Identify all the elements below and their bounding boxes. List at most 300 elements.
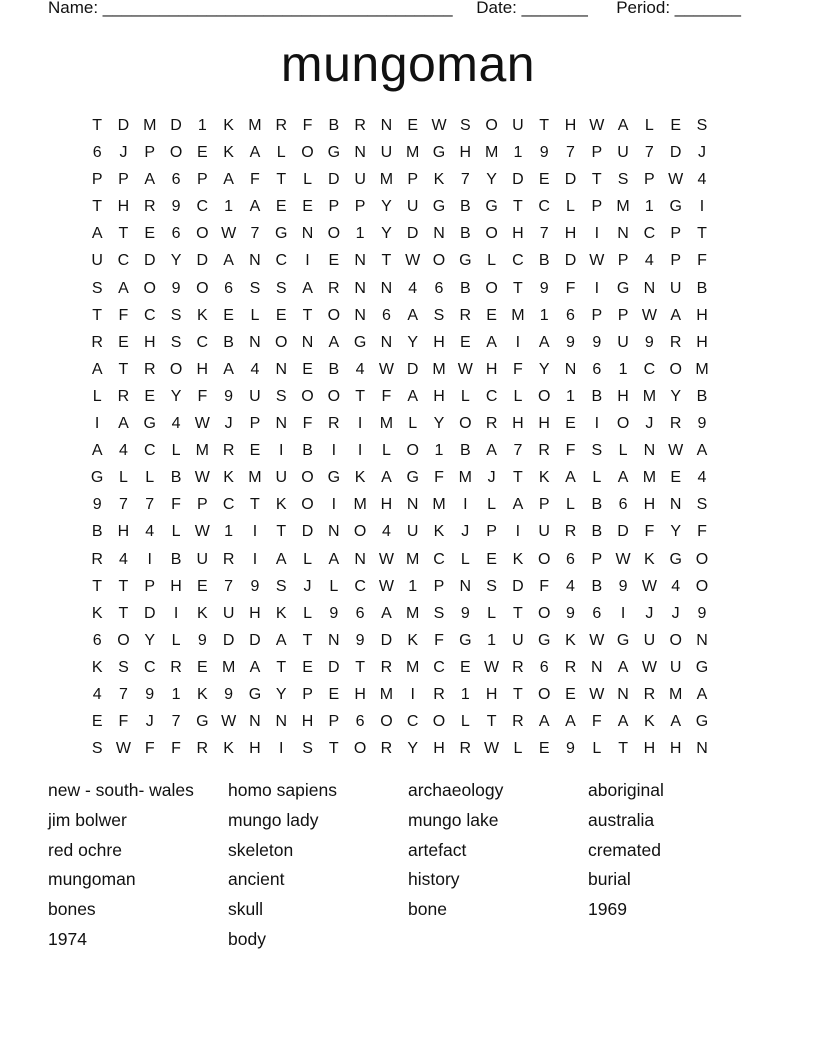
grid-letter: M: [195, 442, 209, 460]
grid-letter: N: [433, 225, 445, 243]
grid-letter: P: [486, 523, 497, 541]
grid-letter: H: [117, 523, 130, 541]
grid-letter: G: [459, 631, 472, 649]
grid-letter: W: [194, 469, 210, 487]
grid-letter: J: [224, 415, 233, 433]
grid-letter: M: [642, 387, 657, 405]
grid-letter: K: [223, 740, 234, 758]
grid-letter: O: [485, 117, 498, 134]
grid-letter: K: [644, 550, 655, 568]
grid-letter: 6: [355, 604, 365, 622]
grid-letter: G: [196, 713, 209, 731]
grid-letter: E: [144, 387, 156, 405]
grid-letter: N: [301, 333, 314, 351]
grid-letter: A: [617, 658, 629, 676]
grid-letter: B: [696, 387, 708, 405]
grid-letter: R: [643, 685, 656, 703]
grid-letter: A: [512, 496, 524, 514]
grid-letter: H: [643, 740, 656, 758]
grid-letter: K: [275, 496, 287, 514]
grid-letter: J: [119, 144, 128, 162]
grid-letter: A: [486, 442, 497, 460]
grid-letter: P: [197, 496, 208, 514]
grid-letter: N: [354, 550, 366, 568]
grid-letter: L: [460, 387, 470, 405]
grid-letter: P: [249, 415, 261, 433]
grid-letter: 9: [355, 631, 365, 649]
grid-letter: C: [143, 306, 156, 324]
grid-letter: E: [118, 333, 129, 351]
grid-letter: T: [92, 117, 103, 134]
grid-letter: D: [328, 658, 340, 676]
grid-letter: I: [620, 604, 626, 622]
grid-letter: E: [91, 713, 103, 731]
grid-letter: 9: [566, 333, 575, 351]
grid-letter: N: [696, 631, 708, 649]
grid-letter: E: [197, 658, 208, 676]
grid-letter: N: [617, 225, 629, 243]
grid-letter: P: [591, 550, 603, 568]
grid-letter: L: [487, 604, 497, 622]
grid-letter: T: [591, 171, 602, 189]
grid-letter: A: [91, 360, 103, 378]
grid-letter: L: [566, 496, 575, 514]
grid-letter: P: [91, 171, 103, 189]
grid-letter: U: [643, 631, 656, 649]
grid-letter: G: [695, 713, 709, 731]
grid-letter: U: [380, 144, 393, 162]
grid-letter: A: [223, 360, 234, 378]
grid-letter: U: [512, 117, 524, 134]
grid-letter: S: [91, 740, 103, 758]
grid-letter: L: [329, 577, 339, 595]
grid-letter: U: [617, 333, 629, 351]
grid-letter: M: [353, 496, 367, 514]
grid-letter: E: [302, 360, 313, 378]
grid-letter: A: [696, 442, 708, 460]
grid-letter: Y: [275, 685, 287, 703]
grid-letter: M: [379, 171, 394, 189]
grid-letter: P: [328, 713, 340, 731]
grid-letter: T: [328, 740, 339, 758]
grid-letter: R: [222, 550, 235, 568]
grid-letter: N: [275, 415, 287, 433]
grid-letter: M: [248, 469, 262, 487]
grid-letter: C: [117, 252, 130, 270]
grid-letter: O: [327, 225, 341, 243]
grid-letter: E: [565, 415, 576, 433]
grid-letter: E: [486, 306, 497, 324]
grid-letter: K: [223, 144, 234, 162]
grid-letter: W: [484, 658, 500, 676]
student-info-header: [48, 0, 768, 20]
grid-letter: W: [378, 360, 394, 378]
grid-letter: L: [118, 469, 128, 487]
grid-letter: 6: [355, 713, 365, 731]
grid-letter: H: [117, 198, 130, 216]
grid-letter: P: [328, 198, 340, 216]
grid-letter: N: [696, 740, 708, 758]
grid-letter: 9: [592, 333, 602, 351]
grid-letter: U: [512, 631, 524, 649]
grid-letter: M: [406, 658, 420, 676]
grid-letter: B: [459, 198, 471, 216]
grid-letter: O: [353, 523, 367, 541]
grid-letter: H: [564, 117, 577, 134]
grid-letter: A: [696, 685, 708, 703]
grid-letter: 4: [250, 360, 260, 378]
grid-letter: 1: [539, 306, 549, 324]
grid-letter: O: [327, 387, 341, 405]
grid-letter: H: [696, 306, 708, 324]
word-bank-item: artefact: [408, 839, 467, 860]
grid-letter: A: [118, 415, 129, 433]
grid-letter: 7: [145, 496, 155, 514]
grid-letter: 7: [171, 713, 181, 731]
grid-letter: U: [91, 252, 103, 270]
grid-letter: E: [565, 685, 576, 703]
grid-letter: W: [589, 117, 605, 134]
grid-letter: S: [170, 306, 182, 324]
grid-letter: R: [380, 658, 393, 676]
grid-letter: R: [196, 740, 209, 758]
grid-letter: K: [275, 604, 287, 622]
grid-letter: U: [538, 523, 550, 541]
grid-letter: D: [301, 523, 314, 541]
grid-letter: Y: [670, 523, 682, 541]
grid-letter: D: [328, 171, 340, 189]
date-field[interactable]: Date: _______: [476, 0, 588, 17]
grid-letter: D: [380, 631, 393, 649]
grid-letter: A: [617, 713, 629, 731]
grid-letter: B: [459, 225, 471, 243]
name-field[interactable]: Name: _____________________________________: [48, 0, 453, 17]
grid-letter: B: [328, 117, 340, 134]
grid-letter: S: [433, 306, 445, 324]
grid-letter: T: [486, 713, 497, 731]
grid-letter: E: [459, 658, 471, 676]
grid-letter: T: [250, 496, 260, 514]
grid-letter: G: [695, 658, 709, 676]
grid-letter: G: [616, 279, 630, 297]
grid-letter: 6: [618, 496, 628, 514]
grid-letter: O: [537, 604, 551, 622]
grid-letter: S: [275, 387, 287, 405]
grid-letter: H: [485, 685, 498, 703]
grid-letter: 9: [644, 333, 654, 351]
grid-letter: R: [143, 198, 156, 216]
grid-letter: Y: [381, 198, 392, 216]
grid-letter: U: [669, 658, 682, 676]
grid-letter: R: [669, 333, 682, 351]
grid-letter: A: [249, 658, 261, 676]
word-bank-item: cremated: [588, 839, 661, 860]
grid-letter: 7: [118, 496, 128, 514]
grid-letter: F: [171, 740, 181, 758]
grid-letter: I: [594, 279, 600, 297]
grid-letter: Y: [433, 415, 445, 433]
grid-letter: O: [301, 469, 314, 487]
grid-letter: G: [327, 469, 341, 487]
grid-letter: I: [463, 496, 468, 514]
grid-letter: O: [432, 713, 446, 731]
grid-letter: P: [644, 171, 655, 189]
grid-letter: I: [331, 496, 337, 514]
grid-letter: E: [275, 198, 287, 216]
grid-letter: G: [327, 144, 341, 162]
grid-letter: W: [194, 523, 210, 541]
grid-letter: T: [92, 306, 103, 324]
grid-letter: N: [380, 279, 393, 297]
grid-letter: 9: [697, 604, 707, 622]
grid-letter: E: [249, 442, 261, 460]
grid-letter: P: [670, 225, 682, 243]
grid-letter: H: [143, 333, 156, 351]
grid-letter: T: [618, 740, 628, 758]
grid-letter: 9: [566, 740, 575, 758]
grid-letter: J: [303, 577, 312, 595]
grid-letter: I: [173, 604, 179, 622]
grid-letter: F: [565, 442, 576, 460]
grid-letter: N: [249, 252, 261, 270]
grid-letter: 1: [487, 631, 497, 649]
grid-letter: 7: [513, 442, 523, 460]
grid-letter: F: [565, 279, 576, 297]
grid-letter: K: [91, 658, 103, 676]
grid-letter: F: [697, 252, 707, 270]
grid-letter: T: [118, 360, 129, 378]
grid-letter: N: [669, 496, 682, 514]
grid-letter: G: [275, 225, 288, 243]
grid-letter: C: [275, 252, 287, 270]
grid-letter: M: [669, 685, 683, 703]
grid-letter: C: [433, 550, 445, 568]
grid-letter: I: [147, 550, 152, 568]
grid-letter: I: [305, 252, 310, 270]
grid-letter: F: [381, 387, 392, 405]
grid-letter: A: [302, 279, 313, 297]
grid-letter: 4: [566, 577, 575, 595]
grid-letter: E: [670, 469, 682, 487]
grid-letter: M: [379, 685, 394, 703]
grid-letter: Y: [407, 333, 419, 351]
grid-letter: 6: [381, 306, 391, 324]
grid-letter: L: [276, 144, 286, 162]
grid-letter: K: [433, 523, 445, 541]
grid-letter: T: [513, 604, 523, 622]
grid-letter: O: [406, 442, 419, 460]
grid-letter: H: [459, 144, 472, 162]
grid-letter: D: [406, 360, 419, 378]
grid-letter: 4: [408, 279, 418, 297]
grid-letter: M: [616, 198, 630, 216]
grid-letter: P: [433, 577, 445, 595]
grid-letter: 9: [171, 198, 181, 216]
grid-letter: M: [248, 117, 262, 134]
grid-letter: W: [221, 713, 237, 731]
grid-letter: A: [565, 713, 576, 731]
grid-letter: I: [331, 442, 337, 460]
grid-letter: S: [696, 496, 708, 514]
grid-letter: F: [591, 713, 602, 731]
grid-letter: R: [459, 306, 472, 324]
grid-letter: O: [669, 360, 682, 378]
letter-grid: [84, 112, 715, 762]
grid-letter: W: [484, 740, 500, 758]
grid-letter: N: [328, 523, 340, 541]
grid-letter: D: [143, 252, 156, 270]
grid-letter: I: [357, 415, 363, 433]
grid-letter: W: [589, 685, 605, 703]
grid-letter: C: [143, 658, 156, 676]
grid-letter: K: [197, 685, 208, 703]
grid-letter: L: [92, 387, 102, 405]
grid-letter: T: [92, 198, 103, 216]
grid-letter: N: [380, 117, 393, 134]
grid-letter: H: [643, 496, 656, 514]
grid-letter: B: [170, 550, 182, 568]
grid-letter: W: [641, 306, 657, 324]
grid-letter: Y: [170, 252, 182, 270]
grid-letter: 6: [92, 144, 102, 162]
grid-letter: M: [458, 469, 472, 487]
grid-letter: 1: [197, 117, 207, 134]
grid-letter: T: [381, 252, 392, 270]
grid-letter: 4: [381, 523, 391, 541]
grid-letter: O: [275, 333, 288, 351]
word-bank-item: new - south- wales: [48, 780, 194, 800]
grid-letter: G: [669, 550, 682, 568]
grid-letter: K: [197, 306, 208, 324]
grid-letter: O: [327, 306, 341, 324]
grid-letter: S: [249, 279, 261, 297]
grid-letter: A: [670, 306, 682, 324]
grid-letter: 4: [671, 577, 681, 595]
grid-letter: 7: [250, 225, 260, 243]
grid-letter: E: [328, 252, 340, 270]
grid-letter: K: [223, 469, 234, 487]
grid-letter: N: [406, 496, 419, 514]
grid-letter: W: [431, 117, 447, 134]
grid-letter: 1: [644, 198, 654, 216]
grid-letter: O: [459, 415, 472, 433]
grid-letter: O: [169, 144, 183, 162]
grid-letter: M: [143, 117, 157, 134]
grid-letter: C: [512, 252, 524, 270]
grid-letter: R: [564, 523, 577, 541]
grid-letter: P: [591, 144, 603, 162]
grid-letter: P: [144, 144, 156, 162]
grid-letter: 1: [460, 685, 470, 703]
grid-letter: 4: [118, 550, 128, 568]
grid-letter: C: [143, 442, 156, 460]
grid-letter: 9: [224, 685, 234, 703]
grid-letter: I: [357, 442, 363, 460]
grid-letter: W: [668, 442, 684, 460]
grid-letter: E: [197, 144, 208, 162]
grid-letter: G: [432, 198, 446, 216]
grid-letter: C: [196, 333, 209, 351]
grid-letter: T: [302, 306, 313, 324]
grid-letter: P: [302, 685, 313, 703]
grid-letter: L: [592, 740, 602, 758]
grid-letter: C: [433, 658, 445, 676]
grid-letter: 1: [566, 387, 575, 405]
grid-letter: S: [617, 171, 629, 189]
grid-letter: 6: [171, 225, 181, 243]
grid-letter: U: [406, 198, 419, 216]
grid-letter: A: [617, 469, 629, 487]
grid-letter: T: [92, 577, 103, 595]
grid-letter: 6: [592, 360, 602, 378]
grid-letter: A: [223, 171, 234, 189]
grid-letter: F: [697, 523, 707, 541]
grid-letter: P: [670, 252, 682, 270]
grid-letter: D: [170, 117, 182, 134]
grid-letter: O: [616, 415, 630, 433]
grid-letter: I: [594, 415, 600, 433]
word-bank-item: mungo lake: [408, 809, 499, 830]
grid-letter: 4: [92, 685, 102, 703]
grid-letter: J: [461, 523, 470, 541]
grid-letter: H: [433, 740, 445, 758]
grid-letter: B: [696, 279, 708, 297]
grid-letter: 6: [539, 658, 549, 676]
grid-letter: I: [94, 415, 100, 433]
grid-letter: O: [485, 279, 498, 297]
grid-letter: H: [669, 740, 682, 758]
grid-letter: W: [457, 360, 473, 378]
grid-letter: T: [355, 387, 365, 405]
grid-letter: N: [643, 279, 656, 297]
grid-letter: M: [406, 604, 420, 622]
grid-letter: L: [513, 740, 523, 758]
grid-letter: T: [513, 469, 523, 487]
grid-letter: S: [118, 658, 129, 676]
grid-letter: C: [354, 577, 366, 595]
grid-letter: C: [196, 198, 209, 216]
word-bank-item: 1969: [588, 899, 627, 920]
word-bank-item: skull: [228, 899, 264, 920]
grid-letter: N: [591, 658, 603, 676]
grid-letter: C: [538, 198, 550, 216]
grid-letter: F: [302, 117, 313, 134]
grid-letter: H: [170, 577, 182, 595]
grid-letter: M: [642, 469, 657, 487]
grid-letter: E: [275, 306, 287, 324]
grid-letter: O: [301, 144, 314, 162]
grid-letter: M: [432, 496, 446, 514]
grid-letter: O: [196, 225, 209, 243]
grid-letter: A: [144, 171, 156, 189]
word-bank-item: archaeology: [408, 780, 504, 800]
grid-letter: P: [617, 252, 629, 270]
grid-letter: N: [354, 306, 366, 324]
grid-letter: 9: [224, 387, 234, 405]
grid-letter: 4: [644, 252, 654, 270]
grid-letter: G: [669, 198, 682, 216]
grid-letter: P: [591, 198, 603, 216]
grid-letter: K: [197, 604, 208, 622]
grid-letter: L: [513, 387, 523, 405]
period-field[interactable]: Period: _______: [616, 0, 741, 17]
grid-letter: I: [279, 740, 284, 758]
grid-letter: 7: [644, 144, 654, 162]
grid-letter: D: [617, 523, 629, 541]
grid-letter: 6: [92, 631, 102, 649]
grid-letter: H: [696, 333, 708, 351]
grid-letter: D: [117, 117, 130, 134]
